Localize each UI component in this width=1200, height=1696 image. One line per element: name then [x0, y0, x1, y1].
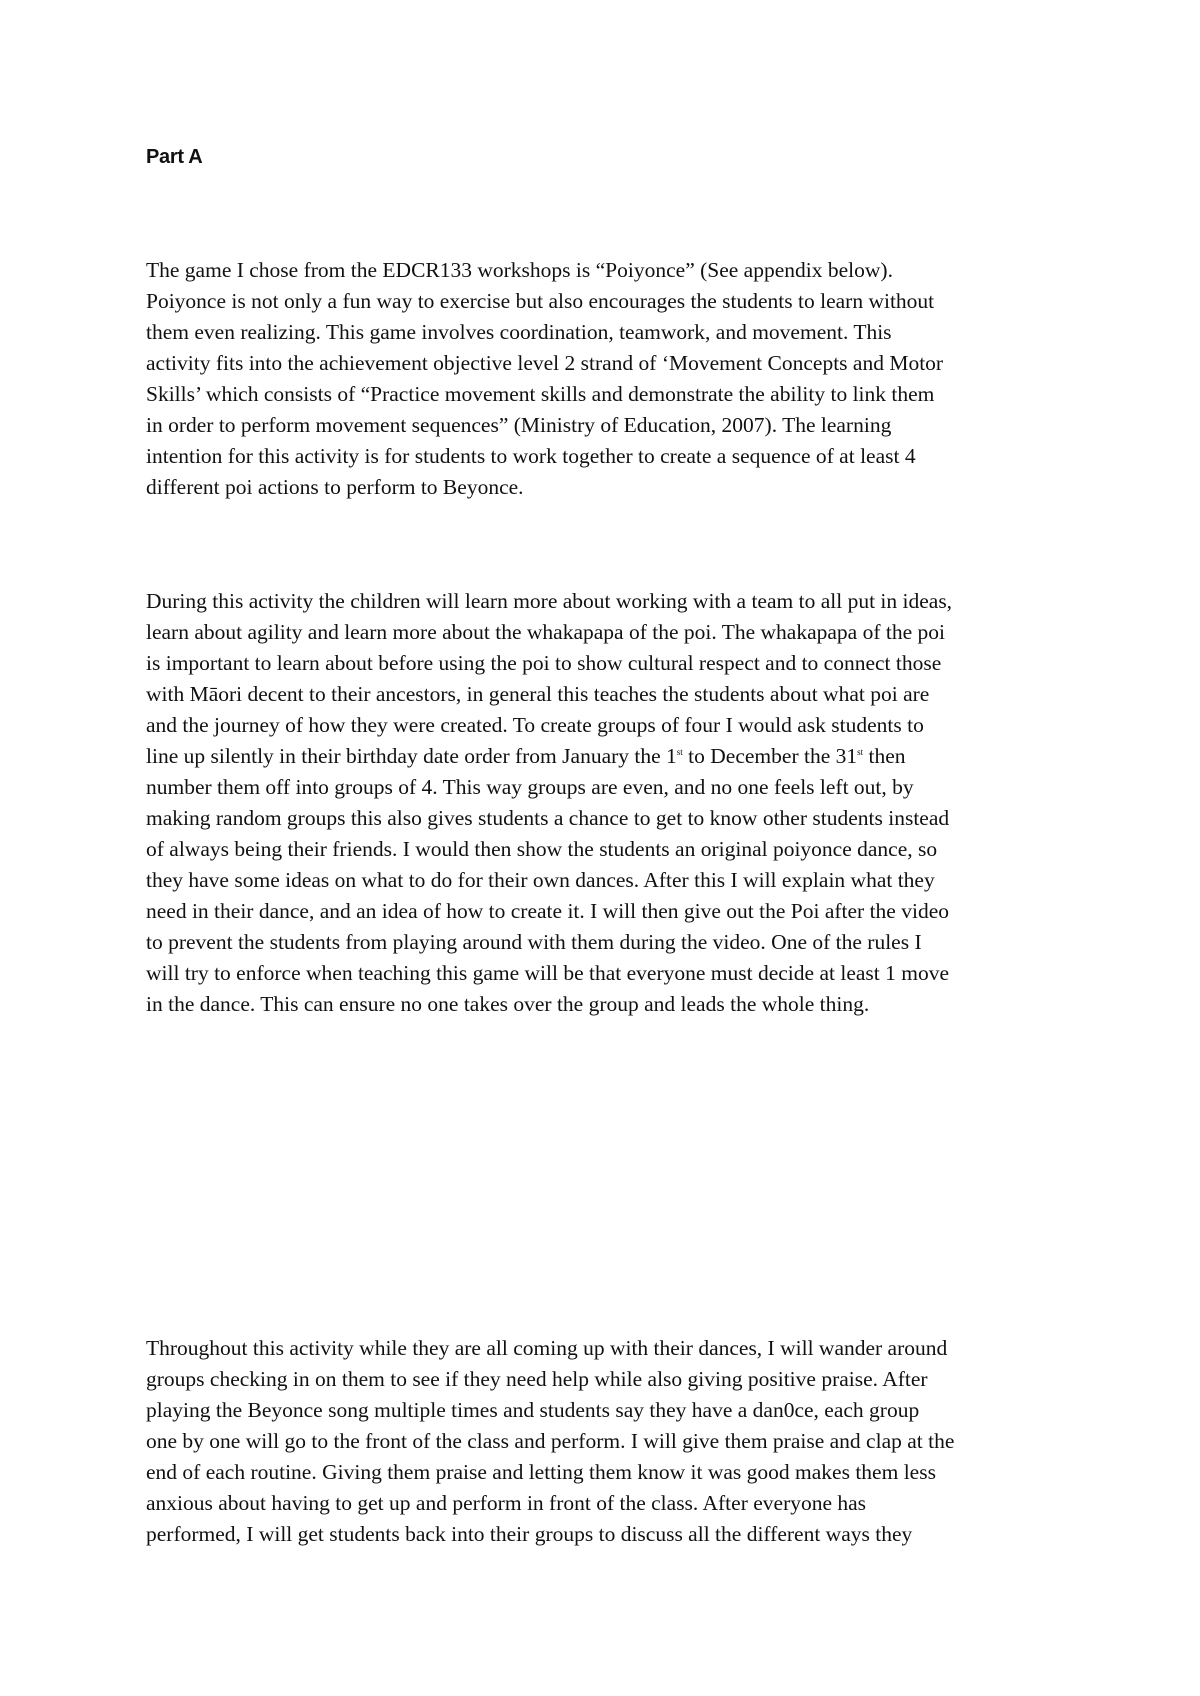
text-line: need in their dance, and an idea of how to create it. I will then give out the Poi after the video [146, 899, 949, 923]
text-line: The game I chose from the EDCR133 workshops is “Poiyonce” (See appendix below). [146, 258, 893, 282]
text-line: them even realizing. This game involves coordination, teamwork, and movement. This [146, 320, 892, 344]
text-line-with-superscripts [146, 741, 1066, 772]
paragraph-intro [146, 255, 1066, 503]
text-line: one by one will go to the front of the class and perform. I will give them praise and clap at the [146, 1429, 955, 1453]
text-line: and the journey of how they were created. To create groups of four I would ask students to [146, 713, 924, 737]
text-line: learn about agility and learn more about the whakapapa of the poi. The whakapapa of the poi [146, 620, 945, 644]
text-line: groups checking in on them to see if they need help while also giving positive praise. After [146, 1367, 928, 1391]
text-line: different poi actions to perform to Beyonce. [146, 475, 524, 499]
text-line: Skills’ which consists of “Practice movement skills and demonstrate the ability to link them [146, 382, 935, 406]
text-line: with Māori decent to their ancestors, in general this teaches the students about what poi are [146, 682, 930, 706]
text-line: is important to learn about before using the poi to show cultural respect and to connect those [146, 651, 942, 675]
paragraph-activity [146, 586, 1066, 1020]
text-line: Throughout this activity while they are all coming up with their dances, I will wander around [146, 1336, 948, 1360]
text-line: intention for this activity is for students to work together to create a sequence of at least 4 [146, 444, 916, 468]
text-line: they have some ideas on what to do for their own dances. After this I will explain what they [146, 868, 935, 892]
text-line: in order to perform movement sequences” (Ministry of Education, 2007). The learning [146, 413, 892, 437]
paragraph-throughout [146, 1333, 1066, 1550]
text-line: Poiyonce is not only a fun way to exercise but also encourages the students to learn without [146, 289, 935, 313]
text-segment: then [863, 744, 906, 768]
text-line: in the dance. This can ensure no one takes over the group and leads the whole thing. [146, 992, 870, 1016]
text-line: will try to enforce when teaching this game will be that everyone must decide at least 1 move [146, 961, 950, 985]
text-line: making random groups this also gives students a chance to get to know other students instead [146, 806, 950, 830]
text-line: playing the Beyonce song multiple times and students say they have a dan0ce, each group [146, 1398, 920, 1422]
text-line: activity fits into the achievement objective level 2 strand of ‘Movement Concepts and Motor [146, 351, 944, 375]
ordinal-suffix: st [857, 746, 864, 757]
text-line: of always being their friends. I would then show the students an original poiyonce dance, so [146, 837, 938, 861]
text-segment: to December the 31 [682, 744, 858, 768]
page-heading: Part A [146, 146, 203, 168]
text-line: to prevent the students from playing around with them during the video. One of the rules I [146, 930, 922, 954]
text-line: During this activity the children will learn more about working with a team to all put in ideas, [146, 589, 953, 613]
text-segment: line up silently in their birthday date order from January the 1 [146, 744, 677, 768]
text-line: end of each routine. Giving them praise and letting them know it was good makes them less [146, 1460, 936, 1484]
text-line: number them off into groups of 4. This way groups are even, and no one feels left out, by [146, 775, 914, 799]
text-line: anxious about having to get up and perform in front of the class. After everyone has [146, 1491, 867, 1515]
text-line: performed, I will get students back into their groups to discuss all the different ways they [146, 1522, 913, 1546]
ordinal-suffix: st [676, 746, 683, 757]
